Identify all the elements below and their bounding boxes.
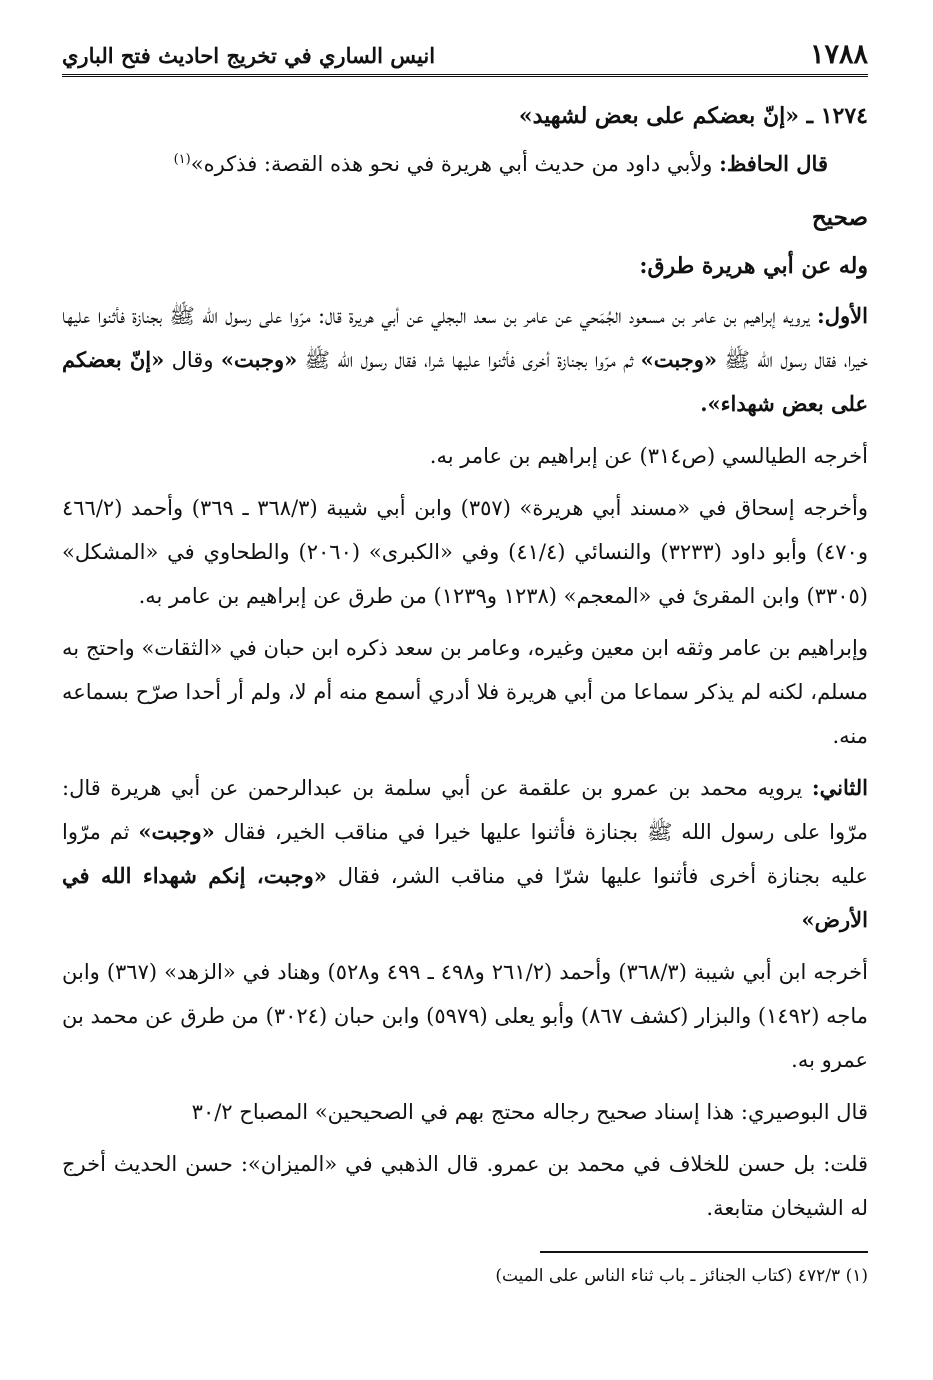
first-route-text-1: يرويه إبراهيم بن عامر بن مسعود الجُمَحي عن عامر بن سعد البجلي عن أبي هريرة قال: مرّوا على رسول الله ﷺ بجنازة فأثنوا عليها خيرا، فقال رسول الله ﷺ bbox=[62, 304, 868, 372]
second-route-text-2: ثم مرّوا عليه بجنازة أخرى فأثنوا عليها شرّا في مناقب الشر، فقال bbox=[62, 820, 868, 888]
first-route-quote-3: «إنّ بعضكم على بعض شهداء». bbox=[62, 347, 868, 416]
second-route-quote-2: «وجبت، إنكم شهداء الله في الأرض» bbox=[62, 863, 868, 932]
running-title: انيس الساري في تخريج احاديث فتح الباري bbox=[62, 43, 436, 68]
hadith-title: ١٢٧٤ ـ «إنّ بعضكم على بعض لشهيد» bbox=[518, 103, 868, 129]
turuq-heading: وله عن أبي هريرة طرق: bbox=[639, 253, 868, 279]
first-route bbox=[62, 294, 868, 426]
hafiz-label: قال الحافظ: bbox=[719, 151, 828, 176]
second-route-quote-1: «وجبت» bbox=[138, 819, 215, 844]
first-route-text-3: وقال bbox=[164, 348, 221, 372]
footnote-divider bbox=[540, 1251, 868, 1253]
author-comment: قلت: بل حسن للخلاف في محمد بن عمرو. قال الذهبي في «الميزان»: حسن الحديث أخرج له الشيخان متابعة. bbox=[62, 1152, 868, 1220]
footnote-ref[interactable]: (١) bbox=[173, 152, 191, 167]
second-route-label: الثاني: bbox=[811, 775, 868, 800]
page-body bbox=[62, 94, 868, 1238]
first-takhrij-2: وأخرجه إسحاق في «مسند أبي هريرة» (٣٥٧) وابن أبي شيبة (٣٦٨/٣ ـ ٣٦٩) وأحمد (٤٦٦/٢ و٤٧٠) وأبو داود (٣٢٣٣) والنسائي (٤١/٤) وفي «الكبرى» (٢٠٦٠) والطحاوي في «المشكل» (٣٣٠٥) وابن المقرئ في «المعجم» (١٢٣٨ و١٢٣٩) من طرق عن إبراهيم بن عامر به. bbox=[62, 496, 868, 608]
footnote: (١) ٤٧٢/٣ (كتاب الجنائز ـ باب ثناء الناس على الميت) bbox=[495, 1266, 868, 1286]
page-header bbox=[62, 30, 868, 77]
second-route bbox=[62, 766, 868, 942]
first-takhrij-1: أخرجه الطيالسي (ص٣١٤) عن إبراهيم بن عامر به. bbox=[429, 444, 868, 468]
first-route-quote-2: «وجبت» bbox=[220, 347, 298, 372]
first-route-label: الأول: bbox=[817, 303, 868, 328]
second-takhrij: أخرجه ابن أبي شيبة (٣٦٨/٣) وأحمد (٢٦١/٢ و٤٩٨ ـ ٤٩٩ و٥٢٨) وهناد في «الزهد» (٣٦٧) وابن ماجه (١٤٩٢) والبزار (كشف ٨٦٧) وأبو يعلى (٥٩٧٩) وابن حبان (٣٠٢٤) من طرق عن محمد بن عمرو به. bbox=[62, 960, 869, 1072]
page-number: ١٧٨٨ bbox=[809, 39, 868, 70]
hafiz-quote bbox=[62, 142, 868, 186]
hadith-grade: صحيح bbox=[811, 204, 868, 231]
hafiz-text: ولأبي داود من حديث أبي هريرة في نحو هذه القصة: فذكره» bbox=[190, 152, 720, 176]
first-route-text-2: ثم مرّوا بجنازة أخرى فأثنوا عليها شرا، فقال رسول الله ﷺ bbox=[297, 348, 641, 372]
second-route-text-1: يرويه محمد بن عمرو بن علقمة عن أبي سلمة بن عبدالرحمن عن أبي هريرة قال: مرّوا على رسول الله ﷺ بجنازة فأثنوا عليها خيرا في مناقب الخير، فقال bbox=[62, 776, 868, 844]
first-route-quote-1: «وجبت» bbox=[640, 347, 718, 372]
busiri-quote: قال البوصيري: هذا إسناد صحيح رجاله محتج بهم في الصحيحين» المصباح ٣٠/٢ bbox=[191, 1100, 868, 1124]
first-rijal: وإبراهيم بن عامر وثقه ابن معين وغيره، وعامر بن سعد ذكره ابن حبان في «الثقات» واحتج به مسلم، لكنه لم يذكر سماعا من أبي هريرة فلا أدري أسمع منه أم لا، ولم أر أحدا صرّح بسماعه منه. bbox=[62, 636, 868, 748]
